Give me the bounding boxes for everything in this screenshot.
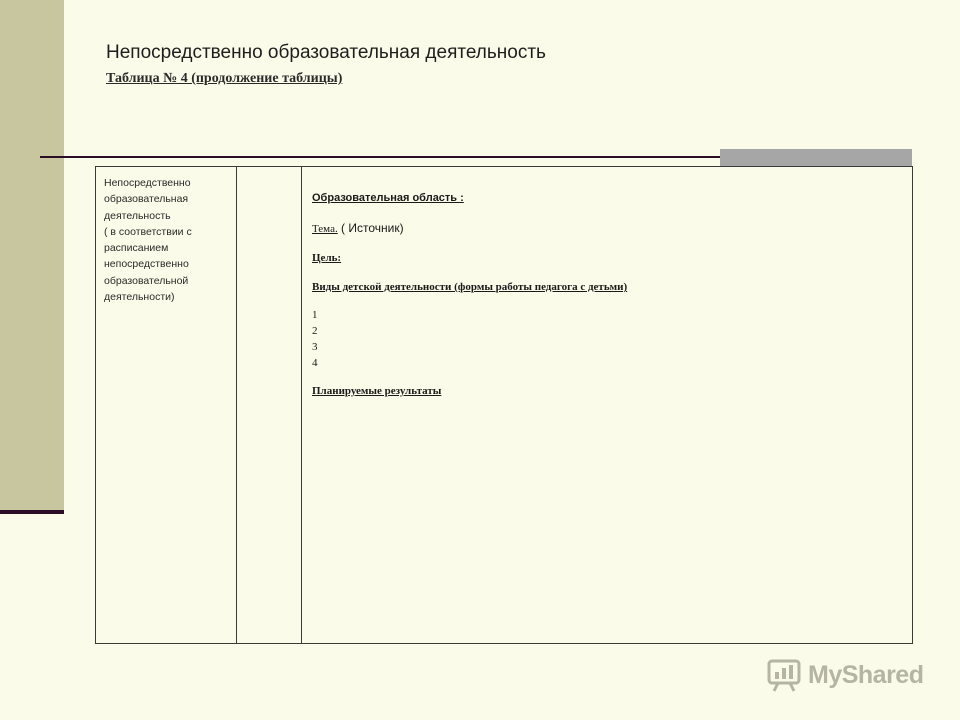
field-theme-label: Тема.: [312, 223, 338, 235]
list-item: 2: [312, 325, 318, 337]
activity-line: непосредственно: [104, 258, 189, 271]
list-item: 1: [312, 309, 318, 321]
slide-subtitle: Таблица № 4 (продолжение таблицы): [106, 71, 343, 86]
field-educational-area: Образовательная область :: [312, 192, 464, 204]
watermark-logo: [766, 657, 923, 693]
activity-line: деятельности): [104, 291, 175, 304]
list-item: 3: [312, 341, 318, 353]
side-accent-line: [0, 510, 64, 514]
slide-title: Непосредственно образовательная деятельность: [106, 42, 546, 63]
numbered-list: [312, 307, 902, 371]
activity-line: деятельность: [104, 209, 171, 222]
activity-table: [95, 166, 913, 644]
side-accent-bar: [0, 0, 64, 512]
header-gray-block: [720, 149, 912, 167]
activity-line: Непосредственно: [104, 177, 191, 189]
activity-line: ( в соответствии с: [104, 225, 192, 238]
activity-line: расписанием: [104, 242, 169, 255]
table-cell-activity: [96, 167, 237, 644]
field-planned-results: Планируемые результаты: [312, 385, 442, 397]
field-theme-source: ( Источник): [337, 221, 404, 235]
activity-description: [96, 167, 236, 305]
activity-line: образовательная: [104, 193, 189, 206]
field-theme: [312, 221, 902, 235]
table-cell-empty: [237, 167, 302, 644]
field-activity-kinds: Виды детской деятельности (формы работы педагога с детьми): [312, 281, 628, 293]
presentation-board-icon: [766, 657, 802, 693]
watermark-text: MyShared: [808, 660, 924, 689]
details-content: [302, 167, 912, 397]
field-goal: Цель:: [312, 252, 342, 264]
table-cell-details: [302, 167, 913, 644]
table-row: [96, 167, 913, 644]
list-item: 4: [312, 357, 318, 369]
activity-line: образовательной: [104, 274, 189, 287]
